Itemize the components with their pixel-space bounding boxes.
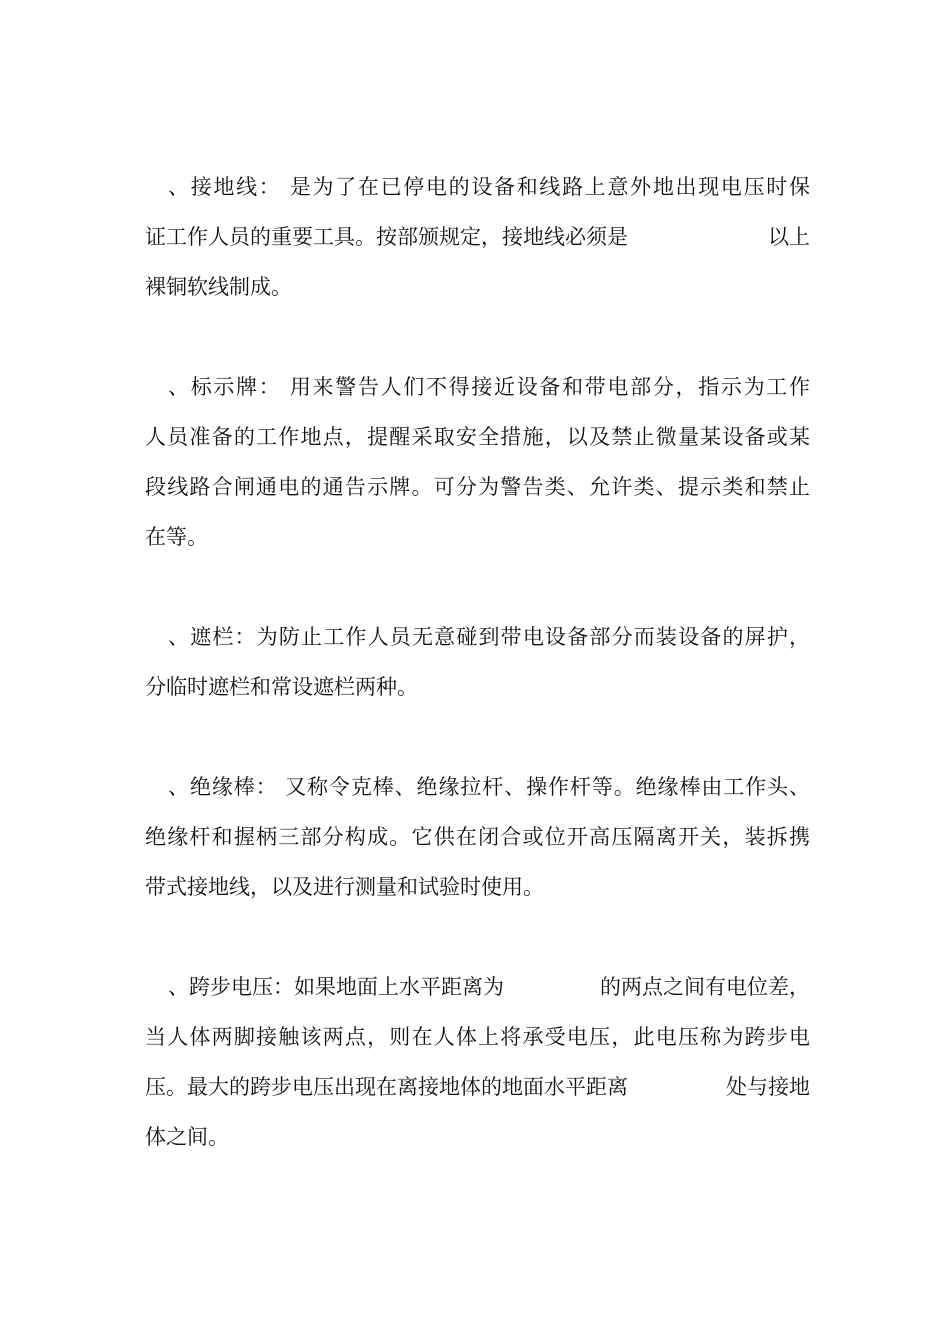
barrier-line-1: 、遮栏：为防止工作人员无意碰到带电设备部分而装设备的屏护， — [168, 625, 810, 649]
grounding-wire-line-3: 裸铜软线制成。 — [145, 275, 292, 299]
grounding-wire-line-2-tail: 以上 — [768, 225, 810, 249]
grounding-wire-line-2-text: 证工作人员的重要工具。按部颁规定，接地线必须是 — [145, 225, 628, 249]
sign-board-line-4: 在等。 — [145, 525, 208, 549]
step-voltage-line-3-tail: 处与接地 — [726, 1075, 810, 1099]
barrier-line-2: 分临时遮栏和常设遮栏两种。 — [145, 675, 418, 699]
step-voltage-line-4: 体之间。 — [145, 1125, 229, 1149]
insulating-rod-line-1: 、绝缘棒： 又称令克棒、绝缘拉杆、操作杆等。绝缘棒由工作头、 — [168, 775, 810, 799]
sign-board-line-2: 人员准备的工作地点，提醒采取安全措施，以及禁止微量某设备或某 — [145, 425, 810, 449]
insulating-rod-line-3: 带式接地线，以及进行测量和试验时使用。 — [145, 875, 544, 899]
grounding-wire-line-2 — [145, 222, 810, 252]
step-voltage-line-3 — [145, 1072, 810, 1102]
grounding-wire-line-1: 、接地线： 是为了在已停电的设备和线路上意外地出现电压时保 — [168, 175, 810, 199]
step-voltage-line-2: 当人体两脚接触该两点，则在人体上将承受电压，此电压称为跨步电 — [145, 1025, 810, 1049]
insulating-rod-line-2: 绝缘杆和握柄三部分构成。它供在闭合或位开高压隔离开关，装拆携 — [145, 825, 810, 849]
step-voltage-line-1 — [168, 972, 810, 1002]
sign-board-line-3: 段线路合闸通电的通告示牌。可分为警告类、允许类、提示类和禁止 — [145, 475, 810, 499]
sign-board-line-1: 、标示牌： 用来警告人们不得接近设备和带电部分，指示为工作 — [168, 375, 810, 399]
step-voltage-line-1-tail: 的两点之间有电位差， — [600, 975, 810, 999]
step-voltage-line-1-text: 、跨步电压：如果地面上水平距离为 — [168, 975, 504, 999]
step-voltage-line-3-text: 压。最大的跨步电压出现在离接地体的地面水平距离 — [145, 1075, 628, 1099]
